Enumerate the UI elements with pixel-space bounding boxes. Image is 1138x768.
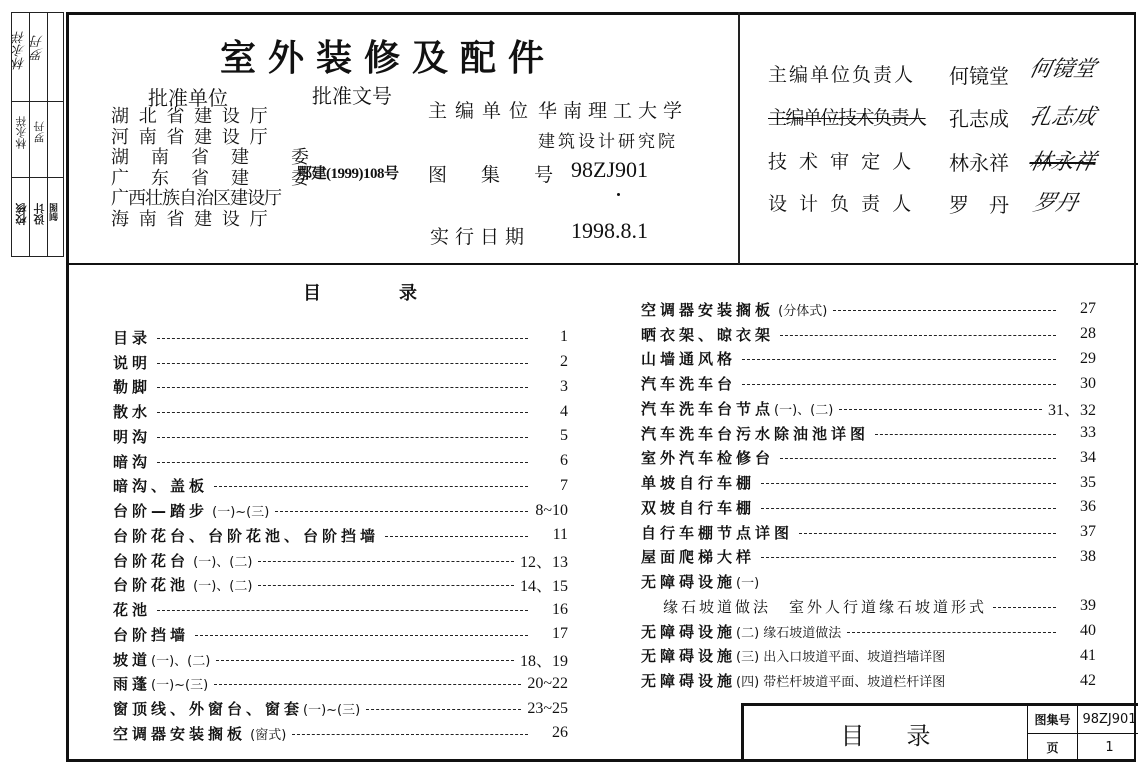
toc-right-column [641,297,1096,693]
approval-unit: 广 东 省 建 委 [111,167,311,189]
approval-unit: 广西壮族自治区建设厅 [111,188,281,209]
toc-entry[interactable]: 晒衣架、晾衣架 28 [641,325,1096,344]
responsible-name: 孔志成 [949,107,1009,131]
approval-doc-heading: 批准文号 [312,84,392,108]
approval-unit: 湖 北 省 建 设 厅 [111,106,270,127]
atlas-title: 室外装修及配件 [220,38,557,79]
toc-entry[interactable]: 无障碍设施(四) 带栏杆坡道平面、坡道栏杆详图 42 [641,671,1096,691]
toc-entry[interactable]: 明沟 5 [113,427,568,446]
toc-entry[interactable]: 汽车洗车台污水除油池详图 33 [641,424,1096,443]
stamp-label-design: 设计 [33,203,46,225]
toc-entry[interactable]: 台阶花台、台阶花池、台阶挡墙 11 [113,526,568,545]
toc-entry[interactable]: 双坡自行车棚 36 [641,498,1096,517]
sheet-title: 目录 [744,706,1028,761]
editor-unit-line2: 建筑设计研究院 [538,132,678,152]
responsible-name: 罗 丹 [949,193,1009,217]
toc-title: 目 录 [303,283,447,304]
toc-entry[interactable]: 空调器安装搁板 (窗式) 26 [113,724,568,743]
header-divider [66,263,1138,265]
title-block [741,703,1138,761]
editor-unit-line1: 华南理工大学 [538,100,689,122]
responsible-signature: 罗丹 [1030,191,1081,216]
atlas-number-label: 图 集 号 [428,164,568,186]
toc-entry[interactable]: 花池 16 [113,600,568,620]
toc-entry[interactable]: 台阶—踏步 (一)~(三) 8~10 [113,501,568,521]
toc-entry[interactable]: 暗沟、盖板 7 [113,476,568,496]
responsible-name: 林永祥 [949,151,1009,175]
approval-stamp-column [11,12,64,257]
responsible-signature: 林永祥 [1026,150,1099,175]
toc-entry[interactable]: 无障碍设施(三) 出入口坡道平面、坡道挡墙详图 41 [641,646,1096,666]
toc-entry[interactable]: 缘石坡道做法 室外人行道缘石坡道形式 39 [663,597,1096,616]
responsible-role: 主编单位负责人 [768,64,916,86]
toc-left-column [113,325,568,746]
responsible-signature: 孔志成 [1026,105,1099,130]
toc-entry[interactable]: 山墙通风格 29 [641,349,1096,369]
toc-entry[interactable]: 说明 2 [113,353,568,372]
toc-entry[interactable]: 暗沟 6 [113,452,568,471]
stamp-label-draft: 制图 [50,203,60,221]
header-vertical-divider [738,12,740,264]
atlas-number-label: 图集号 [1028,706,1078,734]
stamp-name-1: 林永祥 [15,116,28,149]
dot-mark [617,193,620,196]
responsible-signature: 何镜堂 [1026,57,1099,82]
responsible-role: 技 术 审 定 人 [768,151,915,173]
stamp-signature-2: 罗丹 [31,35,46,61]
toc-entry[interactable]: 坡道(一)、(二) 18、19 [113,650,568,670]
responsible-name: 何镜堂 [949,64,1009,88]
toc-entry[interactable]: 单坡自行车棚 35 [641,473,1096,493]
stamp-signature-1: 林永祥 [13,31,28,70]
toc-entry-group-heading[interactable]: 无障碍设施(一) [641,573,760,592]
toc-entry[interactable]: 雨蓬(一)~(三) 20~22 [113,674,568,694]
toc-entry[interactable]: 窗顶线、外窗台、窗套(一)~(三) 23~25 [113,699,568,719]
toc-entry[interactable]: 屋面爬梯大样 38 [641,547,1096,567]
toc-entry[interactable]: 室外汽车检修台 34 [641,448,1096,468]
toc-entry[interactable]: 台阶花台 (一)、(二) 12、13 [113,551,568,571]
editor-unit-label: 主编单位 [428,100,537,122]
effective-date-label: 实行日期 [430,226,531,248]
toc-entry[interactable]: 目录 1 [113,328,568,347]
atlas-number: 98ZJ901 [571,157,648,182]
toc-entry[interactable]: 无障碍设施(二) 缘石坡道做法 40 [641,622,1096,641]
stamp-label-check: 校核 [15,203,28,225]
approval-units-list [111,107,311,230]
toc-entry[interactable]: 台阶挡墙 17 [113,625,568,644]
approval-unit: 海 南 省 建 设 厅 [111,208,270,230]
toc-entry[interactable]: 勒脚 3 [113,377,568,397]
stamp-name-2: 罗丹 [33,121,46,143]
approval-doc-number: 鄂建(1999)108号 [297,166,399,182]
atlas-number-value: 98ZJ901 [1078,706,1138,734]
responsible-role: 设 计 负 责 人 [768,193,915,215]
toc-entry[interactable]: 汽车洗车台节点(一)、(二) 31、32 [641,399,1096,419]
page-value: 1 [1105,740,1114,755]
toc-entry[interactable]: 汽车洗车台 30 [641,374,1096,394]
toc-entry[interactable]: 台阶花池 (一)、(二) 14、15 [113,576,568,596]
approval-unit: 湖 南 省 建 委 [111,147,311,168]
approval-units-heading: 批准单位 [148,86,228,110]
toc-entry[interactable]: 散水 4 [113,402,568,422]
effective-date: 1998.8.1 [571,218,648,243]
toc-entry[interactable]: 自行车棚节点详图 37 [641,523,1096,542]
approval-unit: 河 南 省 建 设 厅 [111,126,270,148]
toc-entry[interactable]: 空调器安装搁板 (分体式) 27 [641,300,1096,319]
responsible-role: 主编单位技术负责人 [768,107,926,129]
page-label: 页 [1028,734,1078,761]
